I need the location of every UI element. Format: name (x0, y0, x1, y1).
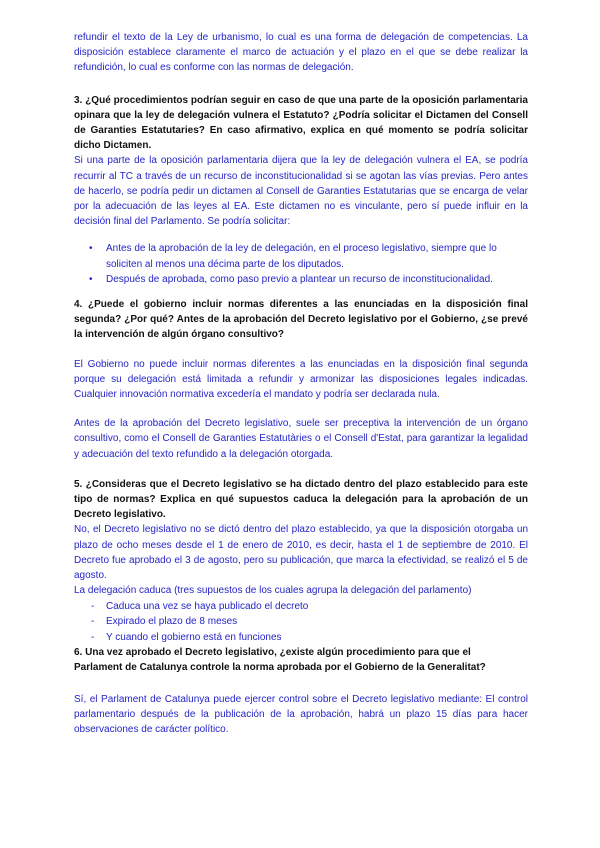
bullet-marker: • (89, 273, 93, 285)
question-3-number: 3. (74, 94, 83, 106)
list-item (74, 272, 528, 287)
list-item (74, 630, 528, 646)
answer-3-bullet-list (74, 241, 528, 287)
dash-marker: - (91, 600, 95, 612)
question-4-number: 4. (74, 299, 83, 311)
answer-3: Si una parte de la oposición parlamentaria dijera que la ley de delegación vulnera el EA, se podría recurrir al TC a través de un recurso de inconstitucionalidad si se agotan las vías previas. Pero antes de hacerlo, se podría pedir un dictamen al Consell de Garanties Estatutarias que se encarga de velar por la adecuación de las leyes al EA. Este dictamen no es vinculante, pero sí puede influir en la decisión final del Parlamento. Se podría solicitar: (74, 155, 528, 228)
question-5-text: ¿Consideras que el Decreto legislativo se ha dictado dentro del plazo establecido para este tipo de normas? Explica en qué supuestos caduca la delegación para la aprobación de un Decreto legislativo. (74, 478, 528, 521)
question-6-number: 6. (74, 647, 83, 659)
answer-4-part-1: El Gobierno no puede incluir normas diferentes a las enunciadas en la disposición final segunda porque su delegación está limitada a refundir y armonizar las disposiciones legales indicadas. Cualquier innovación normativa excedería el mandato y podría ser declarada nula. (74, 358, 528, 401)
list-item (74, 614, 528, 630)
list-item (74, 241, 528, 271)
list-item-text: Caduca una vez se haya publicado el decreto (106, 600, 309, 612)
list-item-text: Después de aprobada, como paso previo a plantear un recurso de inconstitucionalidad. (106, 273, 493, 285)
list-item-text: Expirado el plazo de 8 meses (106, 616, 238, 628)
answer-6: Sí, el Parlament de Catalunya puede ejercer control sobre el Decreto legislativo mediante: El control parlamentario después de la publicación de la aprobación, habrá un plazo 15 días para hacer observaciones de carácter político. (74, 693, 528, 736)
question-5-number: 5. (74, 478, 83, 490)
question-6-line-2: Parlament de Catalunya controle la norma aprobada por el Gobierno de la Generalitat? (74, 662, 486, 674)
question-3 (74, 93, 528, 154)
dash-marker: - (91, 616, 95, 628)
question-6-line-1 (74, 645, 528, 660)
question-6-text-line-1: Una vez aprobado el Decreto legislativo, ¿existe algún procedimiento para que el (85, 647, 471, 659)
question-4-text: ¿Puede el gobierno incluir normas diferentes a las enunciadas en la disposición final segunda? ¿Por qué? Antes de la aprobación del Decreto legislativo por el Gobierno, ¿se prevé la intervención de algún órgano consultivo? (74, 299, 528, 341)
caduca-list (74, 599, 528, 646)
list-item (74, 599, 528, 615)
intro-answer: refundir el texto de la Ley de urbanismo, lo cual es una forma de delegación de competencias. La disposición establece claramente el marco de actuación y el plazo en el que se debe realizar la refundición, lo cual es conforme con las normas de delegación. (74, 32, 528, 74)
bullet-marker: • (89, 243, 93, 255)
document-page (74, 30, 528, 737)
list-item-text: Antes de la aprobación de la ley de delegación, en el proceso legislativo, siempre que lo soliciten al menos una décima parte de los diputados. (106, 243, 497, 270)
question-3-text: ¿Qué procedimientos podrían seguir en caso de que una parte de la oposición parlamentaria opinara que la ley de delegación vulnera el Estatuto? ¿Podría solicitar el Dictamen del Consell de Garanties Estatutaries? En caso afirmativo, explica en qué momento se podría solicitar dicho Dictamen. (74, 94, 528, 152)
answer-5: No, el Decreto legislativo no se dictó dentro del plazo establecido, ya que la disposición otorgaba un plazo de ocho meses desde el 1 de enero de 2010, es decir, hasta el 1 de septiembre de 2010. El Decreto fue aprobado el 3 de agosto, pero su publicación, que marca la efectividad, se realizó el 5 de agosto. (74, 524, 528, 582)
question-4 (74, 297, 528, 343)
dash-marker: - (91, 631, 95, 643)
question-5 (74, 477, 528, 523)
answer-4-part-2: Antes de la aprobación del Decreto legislativo, suele ser preceptiva la intervención de un órgano consultivo, como el Consell de Garanties Estatutàries o el Consell d'Estat, para garantizar la legalidad y adecuación del texto refundido a la delegación otorgada. (74, 418, 528, 460)
caduca-intro: La delegación caduca (tres supuestos de los cuales agrupa la delegación del parlamento) (74, 585, 472, 597)
list-item-text: Y cuando el gobierno está en funciones (106, 631, 282, 643)
